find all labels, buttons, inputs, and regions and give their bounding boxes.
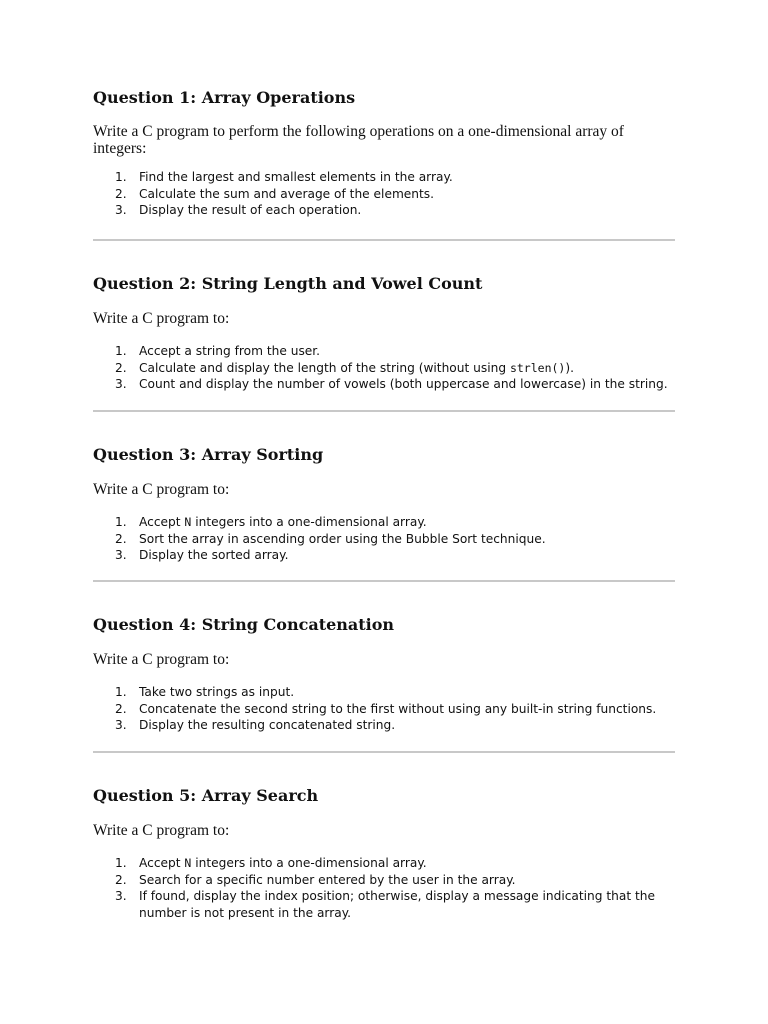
list-number: 1.	[115, 515, 127, 529]
horizontal-divider	[93, 239, 675, 241]
list-item	[93, 855, 675, 872]
question-section	[93, 274, 675, 393]
list-number: 1.	[115, 856, 127, 870]
list-item	[93, 531, 675, 548]
list-item-text: integers into a one-dimensional array.	[191, 515, 427, 529]
list-number: 3.	[115, 889, 127, 904]
task-list	[93, 169, 675, 219]
list-item-text: Display the sorted array.	[139, 548, 289, 563]
horizontal-divider	[93, 751, 675, 753]
list-item-text: If found, display the index position; otherwise, display a message indicating that the number is not present in the array.	[139, 889, 656, 920]
list-item	[93, 717, 675, 734]
question-title: Question 3: Array Sorting	[93, 445, 324, 464]
question-intro: Write a C program to perform the following operations on a one-dimensional array of integers:	[93, 123, 624, 157]
question-section	[93, 615, 675, 734]
question-intro: Write a C program to:	[93, 481, 230, 498]
list-item-text: Display the result of each operation.	[139, 203, 362, 218]
question-intro: Write a C program to:	[93, 651, 230, 668]
list-number: 3.	[115, 718, 127, 733]
list-item-text: Accept a string from the user.	[139, 344, 321, 358]
list-item-text: Find the largest and smallest elements in the array.	[139, 170, 453, 184]
list-item	[93, 872, 675, 889]
list-number: 2.	[115, 872, 127, 887]
question-section	[93, 88, 675, 219]
question-title: Question 5: Array Search	[93, 786, 319, 805]
list-item	[93, 701, 675, 718]
list-item-text: Calculate the sum and average of the elements.	[139, 186, 435, 201]
list-item	[93, 547, 675, 564]
inline-code: N	[184, 515, 192, 529]
list-item	[93, 169, 675, 186]
task-list	[93, 343, 675, 393]
list-item-text: Take two strings as input.	[139, 685, 295, 699]
list-number: 2.	[115, 360, 127, 375]
list-item-text: Accept	[139, 856, 185, 870]
list-item	[93, 186, 675, 203]
list-item-text: Count and display the number of vowels (both uppercase and lowercase) in the string.	[139, 377, 668, 392]
horizontal-divider	[93, 410, 675, 412]
task-list	[93, 514, 675, 564]
list-number: 2.	[115, 531, 127, 546]
list-item-text: ).	[565, 360, 574, 375]
list-item-text: Calculate and display the length of the string (without using	[139, 360, 510, 375]
list-item-text: Concatenate the second string to the first without using any built-in string functions.	[139, 701, 657, 716]
list-number: 3.	[115, 203, 127, 218]
question-intro: Write a C program to:	[93, 822, 230, 839]
question-intro: Write a C program to:	[93, 310, 230, 327]
question-title: Question 2: String Length and Vowel Count	[93, 274, 483, 293]
list-number: 3.	[115, 377, 127, 392]
list-item	[93, 684, 675, 701]
list-number: 2.	[115, 186, 127, 201]
question-section	[93, 445, 675, 564]
list-item-text: Accept	[139, 515, 185, 529]
task-list	[93, 684, 675, 734]
task-list	[93, 855, 675, 921]
inline-code: N	[184, 856, 192, 870]
list-number: 2.	[115, 701, 127, 716]
question-title: Question 1: Array Operations	[93, 88, 356, 107]
list-number: 1.	[115, 170, 127, 184]
list-item	[93, 360, 675, 377]
list-number: 1.	[115, 685, 127, 699]
list-item	[93, 343, 675, 360]
list-item	[93, 202, 675, 219]
list-item-text: Sort the array in ascending order using the Bubble Sort technique.	[139, 531, 546, 546]
question-title: Question 4: String Concatenation	[93, 615, 395, 634]
question-section	[93, 786, 675, 921]
list-item-text: integers into a one-dimensional array.	[191, 856, 427, 870]
list-number: 1.	[115, 344, 127, 358]
list-item	[93, 888, 675, 921]
list-item	[93, 514, 675, 531]
inline-code: strlen()	[509, 360, 566, 375]
list-item-text: Display the resulting concatenated string.	[139, 718, 396, 733]
list-item-text: Search for a specific number entered by the user in the array.	[139, 872, 516, 887]
list-number: 3.	[115, 548, 127, 563]
horizontal-divider	[93, 580, 675, 582]
list-item	[93, 376, 675, 393]
